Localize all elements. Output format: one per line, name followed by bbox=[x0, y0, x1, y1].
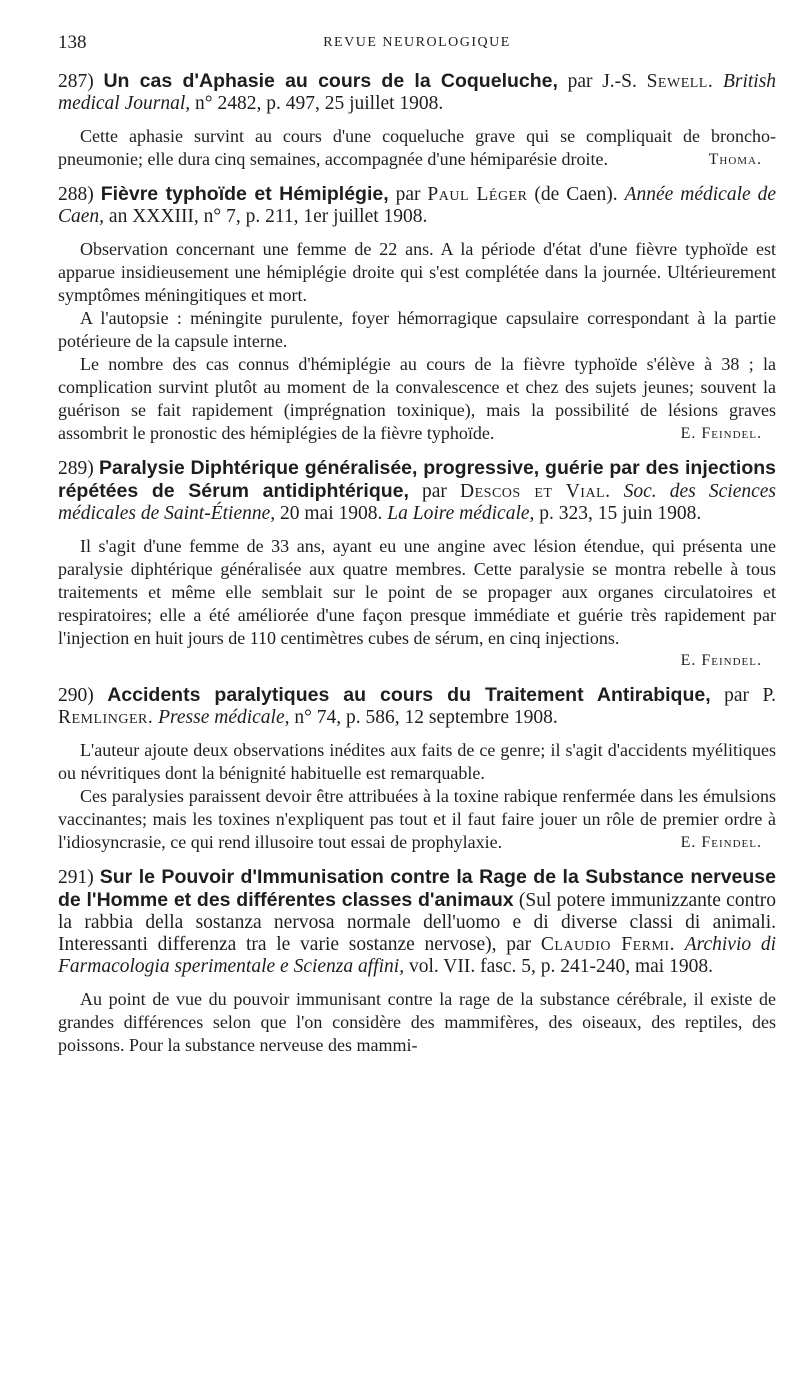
entry-title: Un cas d'Aphasie au cours de la Coqueluche, bbox=[103, 70, 558, 92]
entry-paragraph: Ces paralysies paraissent devoir être attribuées à la toxine rabique renfermée dans les émulsions vaccinantes; mais les toxines n'expliquent pas tout et il faut faire jouer un rôle de premier ordre à l'idiosyncrasie, ce qui rend illusoire tout essai de prophylaxie. bbox=[58, 786, 776, 852]
entry-number: 291) bbox=[58, 867, 94, 888]
entry-number: 288) bbox=[58, 184, 94, 205]
entry-paragraph: Observation concernant une femme de 22 ans. A la période d'état d'une fièvre typhoïde est apparue insidieusement une hémiplégie droite qui s'est complétée dans la journée. Ultérieurement symptômes méningitiques et mort. bbox=[58, 239, 776, 305]
abstract-entry-288 bbox=[58, 183, 776, 445]
entry-signature: E. Feindel. bbox=[680, 834, 762, 851]
entry-source: Archivio di Farmacologia sperimentale e Scienza affini, bbox=[58, 934, 776, 977]
entry-author: Paul Léger bbox=[427, 184, 528, 205]
entry-signature: E. Feindel. bbox=[680, 652, 762, 669]
entry-reference: (Sul potere immunizzante contro la rabbia della sostanza nervosa normale dell'uomo e di diverse classi di animali. Interessanti differenza tra le varie sostanze nervose), par Claudio Fermi. Archivio di Farmacologia sperimentale e Scienza affini, vol. VII. fasc. 5, p. 241-240, mai 1908. bbox=[58, 890, 776, 977]
entry-reference: par Descos et Vial. Soc. des Sciences médicales de Saint-Étienne, 20 mai 1908. La Loire médicale, p. 323, 15 juin 1908. bbox=[58, 481, 777, 524]
entry-heading bbox=[58, 684, 776, 729]
entry-original-title: (Sul potere immunizzante contro la rabbia della sostanza nervosa normale dell'uomo e di diverse classi di animali. Interessanti differenza tra le varie sostanze nervose), par bbox=[58, 890, 776, 955]
abstract-entry-287 bbox=[58, 70, 776, 171]
abstract-entry-290 bbox=[58, 684, 776, 854]
entry-author: Sewell. bbox=[646, 71, 714, 92]
entry-paragraph: Le nombre des cas connus d'hémiplégie au cours de la fièvre typhoïde s'élève à 38 ; la complication survint plutôt au moment de la convalescence et chez des sujets jeunes; souvent la guérison se fait rapidement (imprégnation toxinique), mais la possibilité de lésions graves assombrit le pronostic des hémiplégies de la fièvre typhoïde. bbox=[58, 354, 776, 443]
entry-title: Paralysie Diphtérique généralisée, progressive, guérie par des injections répétées de Sérum antidiphtérique, bbox=[58, 457, 777, 502]
entry-source: British medical Journal, bbox=[58, 71, 777, 114]
entry-paragraph: L'auteur ajoute deux observations inédites aux faits de ce genre; il s'agit d'accidents myélitiques ou névritiques dont la bénignité habituelle est remarquable. bbox=[58, 740, 776, 783]
entry-title: Accidents paralytiques au cours du Traitement Antirabique, bbox=[107, 684, 711, 706]
entry-number: 290) bbox=[58, 685, 94, 706]
journal-title: REVUE NEUROLOGIQUE bbox=[323, 35, 511, 50]
entry-heading bbox=[58, 183, 776, 228]
entry-paragraph: A l'autopsie : méningite purulente, foyer hémorragique capsulaire correspondant à la partie potérieure de la capsule interne. bbox=[58, 308, 776, 351]
entry-paragraph: Cette aphasie survint au cours d'une coqueluche grave qui se compliquait de broncho-pneumonie; elle dura cinq semaines, accompagnée d'une hémiparésie droite. bbox=[58, 126, 776, 169]
entry-author: Claudio Fermi. bbox=[540, 934, 675, 955]
entry-source: Année médicale de Caen, bbox=[58, 184, 776, 227]
entry-title: Fièvre typhoïde et Hémiplégie, bbox=[100, 183, 389, 205]
abstract-entry-289 bbox=[58, 457, 776, 672]
entry-reference: par P. Remlinger. Presse médicale, n° 74, p. 586, 12 septembre 1908. bbox=[58, 685, 776, 728]
page-number: 138 bbox=[58, 32, 87, 53]
entry-number: 289) bbox=[58, 458, 94, 479]
entry-title: Sur le Pouvoir d'Immunisation contre la Rage de la Substance nerveuse de l'Homme et des différentes classes d'animaux bbox=[58, 866, 776, 911]
entry-heading bbox=[58, 866, 776, 978]
abstract-entry-291 bbox=[58, 866, 776, 1057]
entry-paragraph: Au point de vue du pouvoir immunisant contre la rage de la substance cérébrale, il existe de grandes différences selon que l'on considère des mammifères, des oiseaux, des reptiles, des poissons. Pour la substance nerveuse des mammi- bbox=[58, 989, 776, 1055]
entry-signature: E. Feindel. bbox=[680, 425, 762, 442]
entry-source-secondary: La Loire médicale, bbox=[387, 503, 535, 524]
entry-signature: Thoma. bbox=[708, 151, 762, 168]
entry-number: 287) bbox=[58, 71, 94, 92]
entry-paragraph: Il s'agit d'une femme de 33 ans, ayant eu une angine avec lésion étendue, qui présenta une paralysie diphtérique généralisée aux quatre membres. Cette paralysie se montra rebelle à tous traitements et même elle semblait sur le point de se propager aux organes circulatoires et respiratoires; elle a été améliorée d'une façon presque immédiate et guérie très rapidement par l'injection en huit jours de 110 centimètres cubes de sérum, en cinq injections. bbox=[58, 536, 776, 648]
entry-author: Descos et Vial. bbox=[460, 481, 611, 502]
journal-page bbox=[58, 32, 776, 1069]
entry-heading bbox=[58, 70, 776, 115]
entry-author: Remlinger. bbox=[58, 707, 154, 728]
entry-heading bbox=[58, 457, 776, 525]
entry-source: Presse médicale, bbox=[158, 707, 290, 728]
entry-reference: par Paul Léger (de Caen). Année médicale de Caen, an XXXIII, n° 7, p. 211, 1er juillet 1908. bbox=[58, 184, 776, 227]
running-head bbox=[58, 32, 776, 58]
entry-source: Soc. des Sciences médicales de Saint-Étienne, bbox=[58, 481, 777, 524]
entry-reference: par J.-S. Sewell. British medical Journal, n° 2482, p. 497, 25 juillet 1908. bbox=[58, 71, 777, 114]
